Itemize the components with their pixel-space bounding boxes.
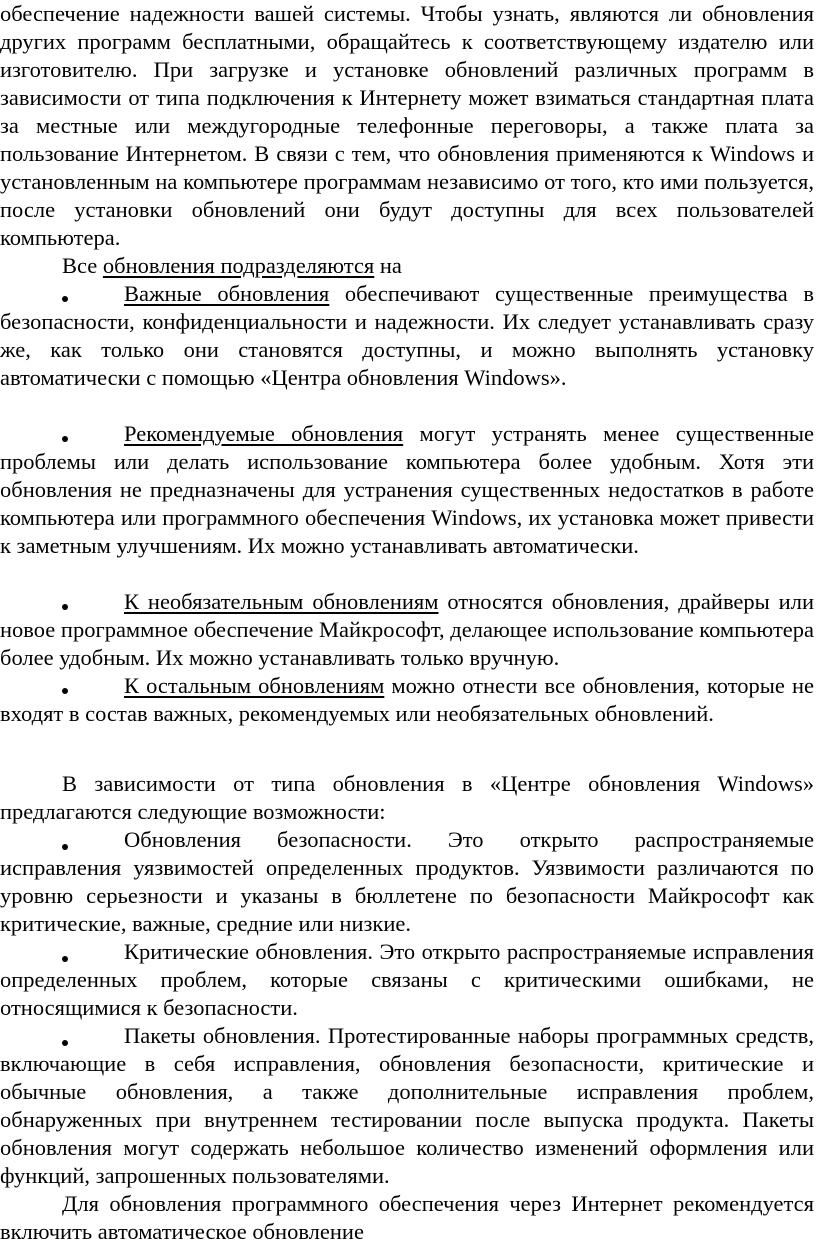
bullet-security-updates: Обновления безопасности. Это открыто распространяемые исправления уязвимостей определенных продуктов. Уязвимости различаются по уровню серьезности и указаны в бюллетене по безопасности Майкрософт как критические, важные, средние или низкие.	[0, 827, 814, 936]
term-important-updates: Важные обновления	[124, 281, 330, 306]
bullet-text: могут устранять менее существенные проблемы или делать использование компьютера более удобным. Хотя эти обновления не предназначены для устранения существенных недостатков в работе компьютера или программного обеспечения Windows, их установка может привести к заметным улучшениям. Их можно устанавливать автоматически.	[0, 421, 814, 558]
bullet-text: относятся обновления, драйверы или новое программное обеспечение Майкрософт, делающее использование компьютера более удобным. Их можно устанавливать только вручную.	[0, 589, 814, 670]
bullet-recommended-updates	[0, 420, 814, 560]
paragraph-update-categories	[0, 252, 814, 280]
bullet-text: можно отнести все обновления, которые не входят в состав важных, рекомендуемых или необязательных обновлений.	[0, 673, 814, 726]
bullet-other-updates	[0, 672, 814, 728]
bullet-critical-updates: Критические обновления. Это открыто распространяемые исправления определенных проблем, которые связаны с критическими ошибками, не относящимися к безопасности.	[0, 939, 814, 1020]
term-recommended-updates: Рекомендуемые обновления	[124, 421, 404, 446]
term-optional-updates: К необязательным обновлениям	[124, 589, 439, 614]
paragraph-auto-update: Для обновления программного обеспечения через Интернет рекомендуется включить автоматическое обновление	[0, 1191, 814, 1244]
bullet-service-packs: Пакеты обновления. Протестированные наборы программных средств, включающие в себя исправления, обновления безопасности, критические и обычные обновления, а также дополнительные исправления проблем, обнаруженных при внутреннем тестировании после выпуска продукта. Пакеты обновления могут содержать небольшое количество изменений оформления или функций, запрошенных пользователями.	[0, 1023, 814, 1188]
paragraph-intro-continued: обеспечение надежности вашей системы. Чтобы узнать, являются ли обновления других программ бесплатными, обращайтесь к соответствующему издателю или изготовителю. При загрузке и установке обновлений различных программ в зависимости от типа подключения к Интернету может взиматься стандартная плата за местные или междугородные телефонные переговоры, а также плата за пользование Интернетом. В связи с тем, что обновления применяются к Windows и установленным на компьютере программам независимо от того, кто ими пользуется, после установки обновлений они будут доступны для всех пользователей компьютера.	[0, 1, 814, 250]
text-suffix: на	[374, 253, 402, 278]
text-prefix: Все	[62, 253, 103, 278]
term-updates-divided: обновления подразделяются	[102, 253, 375, 278]
bullet-important-updates	[0, 280, 814, 392]
bullet-text: обеспечивают существенные преимущества в безопасности, конфиденциальности и надежности. Их следует устанавливать сразу же, как только они становятся доступны, и можно выполнять установку автоматически с помощью «Центра обновления Windows».	[0, 281, 814, 390]
paragraph-update-options: В зависимости от типа обновления в «Центре обновления Windows» предлагаются следующие возможности:	[0, 771, 814, 824]
bullet-optional-updates	[0, 588, 814, 672]
term-other-updates: К остальным обновлениям	[124, 673, 385, 698]
